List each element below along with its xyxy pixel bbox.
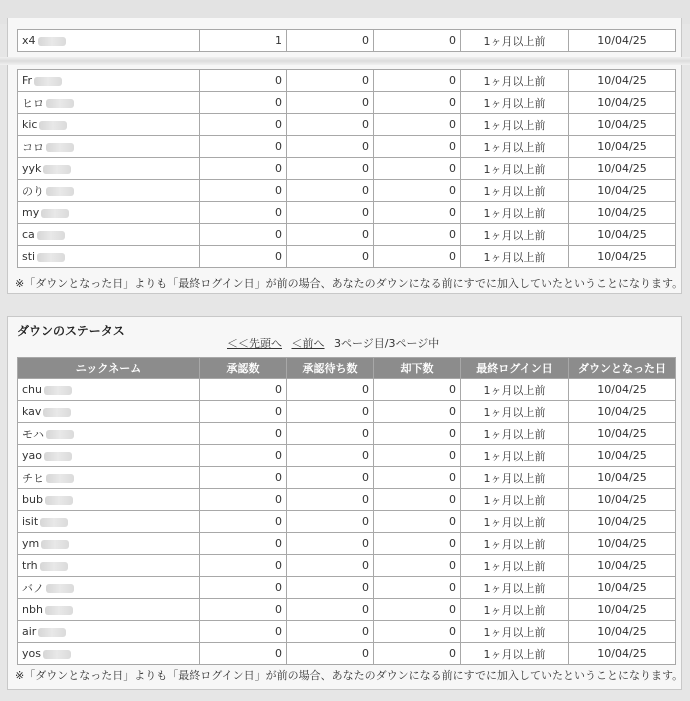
table-row [18,467,676,489]
table-header-row [18,358,676,379]
down-date-cell: 10/04/25 [569,30,676,52]
rejected-cell: 0 [374,114,461,136]
down-date-cell: 10/04/25 [569,555,676,577]
last-login-cell: 1ヶ月以上前 [461,136,569,158]
down-date-cell: 10/04/25 [569,467,676,489]
table-row [18,489,676,511]
rejected-cell: 0 [374,643,461,665]
approved-cell: 0 [200,643,287,665]
pending-cell: 0 [287,180,374,202]
approved-cell: 0 [200,577,287,599]
approved-cell: 0 [200,136,287,158]
last-login-cell: 1ヶ月以上前 [461,577,569,599]
approved-cell: 0 [200,158,287,180]
table-row [18,224,676,246]
rejected-cell: 0 [374,379,461,401]
down-date-cell: 10/04/25 [569,423,676,445]
table-row [18,158,676,180]
section-title: ダウンのステータス [17,324,125,338]
down-date-cell: 10/04/25 [569,92,676,114]
table-row [18,114,676,136]
table-row [18,30,676,52]
header-pending: 承認待ち数 [287,358,374,379]
rejected-cell: 0 [374,158,461,180]
last-login-cell: 1ヶ月以上前 [461,445,569,467]
down-date-cell: 10/04/25 [569,445,676,467]
table-row [18,577,676,599]
nickname-cell: x4 [18,30,200,52]
rejected-cell: 0 [374,511,461,533]
down-date-cell: 10/04/25 [569,577,676,599]
pending-cell: 0 [287,379,374,401]
nickname-cell: ヒロ [18,92,200,114]
down-date-cell: 10/04/25 [569,379,676,401]
last-login-cell: 1ヶ月以上前 [461,401,569,423]
approved-cell: 0 [200,114,287,136]
last-login-cell: 1ヶ月以上前 [461,489,569,511]
last-login-cell: 1ヶ月以上前 [461,379,569,401]
pending-cell: 0 [287,467,374,489]
table-row [18,92,676,114]
down-date-cell: 10/04/25 [569,533,676,555]
rejected-cell: 0 [374,621,461,643]
last-login-cell: 1ヶ月以上前 [461,70,569,92]
table-row [18,70,676,92]
table-row [18,643,676,665]
nickname-cell: yao [18,445,200,467]
pending-cell: 0 [287,489,374,511]
approved-cell: 0 [200,511,287,533]
last-login-cell: 1ヶ月以上前 [461,555,569,577]
last-login-cell: 1ヶ月以上前 [461,92,569,114]
pager-prev-link[interactable]: ＜前へ [291,337,325,350]
rejected-cell: 0 [374,202,461,224]
pending-cell: 0 [287,136,374,158]
pending-cell: 0 [287,30,374,52]
approved-cell: 1 [200,30,287,52]
rejected-cell: 0 [374,70,461,92]
nickname-cell: モハ [18,423,200,445]
nickname-cell: コロ [18,136,200,158]
nickname-cell: isit [18,511,200,533]
header-nickname: ニックネーム [18,358,200,379]
nickname-cell: air [18,621,200,643]
last-login-cell: 1ヶ月以上前 [461,180,569,202]
last-login-cell: 1ヶ月以上前 [461,423,569,445]
nickname-cell: bub [18,489,200,511]
last-login-cell: 1ヶ月以上前 [461,621,569,643]
rejected-cell: 0 [374,577,461,599]
rejected-cell: 0 [374,30,461,52]
last-login-cell: 1ヶ月以上前 [461,30,569,52]
approved-cell: 0 [200,467,287,489]
rejected-cell: 0 [374,489,461,511]
approved-cell: 0 [200,379,287,401]
last-login-cell: 1ヶ月以上前 [461,114,569,136]
nickname-cell: のり [18,180,200,202]
approved-cell: 0 [200,401,287,423]
last-login-cell: 1ヶ月以上前 [461,202,569,224]
approved-cell: 0 [200,246,287,268]
down-date-cell: 10/04/25 [569,136,676,158]
down-date-cell: 10/04/25 [569,246,676,268]
nickname-cell: sti [18,246,200,268]
status-table [17,357,676,665]
table-row [18,379,676,401]
rejected-cell: 0 [374,533,461,555]
footnote: ※「ダウンとなった日」よりも「最終ログイン日」が前の場合、あなたのダウンになる前にすでに加入していたということになります。 [15,669,684,682]
pending-cell: 0 [287,511,374,533]
approved-cell: 0 [200,423,287,445]
rejected-cell: 0 [374,246,461,268]
pending-cell: 0 [287,621,374,643]
table-row [18,136,676,158]
rejected-cell: 0 [374,555,461,577]
approved-cell: 0 [200,92,287,114]
down-date-cell: 10/04/25 [569,158,676,180]
pending-cell: 0 [287,577,374,599]
pending-cell: 0 [287,599,374,621]
nickname-cell: バノ [18,577,200,599]
pending-cell: 0 [287,445,374,467]
approved-cell: 0 [200,202,287,224]
down-date-cell: 10/04/25 [569,202,676,224]
table-row [18,246,676,268]
header-rejected: 却下数 [374,358,461,379]
rejected-cell: 0 [374,445,461,467]
nickname-cell: チヒ [18,467,200,489]
pagination [227,335,439,351]
approved-cell: 0 [200,621,287,643]
last-login-cell: 1ヶ月以上前 [461,467,569,489]
last-login-cell: 1ヶ月以上前 [461,643,569,665]
nickname-cell: my [18,202,200,224]
down-date-cell: 10/04/25 [569,643,676,665]
pending-cell: 0 [287,643,374,665]
screenshot-seam [0,57,690,65]
status-table-previous [17,69,676,268]
last-login-cell: 1ヶ月以上前 [461,158,569,180]
approved-cell: 0 [200,70,287,92]
header-approved: 承認数 [200,358,287,379]
nickname-cell: trh [18,555,200,577]
down-date-cell: 10/04/25 [569,489,676,511]
rejected-cell: 0 [374,136,461,158]
nickname-cell: yyk [18,158,200,180]
last-login-cell: 1ヶ月以上前 [461,224,569,246]
table-row [18,401,676,423]
nickname-cell: kic [18,114,200,136]
rejected-cell: 0 [374,224,461,246]
down-date-cell: 10/04/25 [569,511,676,533]
rejected-cell: 0 [374,423,461,445]
down-date-cell: 10/04/25 [569,621,676,643]
approved-cell: 0 [200,445,287,467]
nickname-cell: nbh [18,599,200,621]
table-row [18,423,676,445]
down-date-cell: 10/04/25 [569,70,676,92]
pending-cell: 0 [287,401,374,423]
last-login-cell: 1ヶ月以上前 [461,599,569,621]
nickname-cell: Fr [18,70,200,92]
pending-cell: 0 [287,224,374,246]
pending-cell: 0 [287,555,374,577]
table-row [18,180,676,202]
pending-cell: 0 [287,114,374,136]
down-date-cell: 10/04/25 [569,180,676,202]
nickname-cell: yos [18,643,200,665]
pager-first-link[interactable]: ＜＜先頭へ [227,337,282,350]
approved-cell: 0 [200,533,287,555]
rejected-cell: 0 [374,92,461,114]
down-date-cell: 10/04/25 [569,599,676,621]
pending-cell: 0 [287,202,374,224]
rejected-cell: 0 [374,180,461,202]
nickname-cell: ym [18,533,200,555]
last-login-cell: 1ヶ月以上前 [461,246,569,268]
down-date-cell: 10/04/25 [569,114,676,136]
footnote: ※「ダウンとなった日」よりも「最終ログイン日」が前の場合、あなたのダウンになる前にすでに加入していたということになります。 [15,277,684,290]
table-row [18,533,676,555]
down-date-cell: 10/04/25 [569,401,676,423]
table-row [18,445,676,467]
table-row [18,599,676,621]
approved-cell: 0 [200,489,287,511]
approved-cell: 0 [200,224,287,246]
pending-cell: 0 [287,423,374,445]
header-last-login: 最終ログイン日 [461,358,569,379]
approved-cell: 0 [200,599,287,621]
status-table-top-fragment [17,29,676,52]
rejected-cell: 0 [374,599,461,621]
approved-cell: 0 [200,180,287,202]
rejected-cell: 0 [374,401,461,423]
rejected-cell: 0 [374,467,461,489]
downline-status-panel [7,316,682,690]
pager-status: 3ページ目/3ページ中 [334,337,440,350]
approved-cell: 0 [200,555,287,577]
nickname-cell: ca [18,224,200,246]
nickname-cell: kav [18,401,200,423]
down-date-cell: 10/04/25 [569,224,676,246]
last-login-cell: 1ヶ月以上前 [461,533,569,555]
last-login-cell: 1ヶ月以上前 [461,511,569,533]
nickname-cell: chu [18,379,200,401]
table-row [18,555,676,577]
pending-cell: 0 [287,158,374,180]
table-row [18,202,676,224]
table-row [18,511,676,533]
pending-cell: 0 [287,246,374,268]
header-down-date: ダウンとなった日 [569,358,676,379]
pending-cell: 0 [287,533,374,555]
pending-cell: 0 [287,70,374,92]
pending-cell: 0 [287,92,374,114]
table-row [18,621,676,643]
